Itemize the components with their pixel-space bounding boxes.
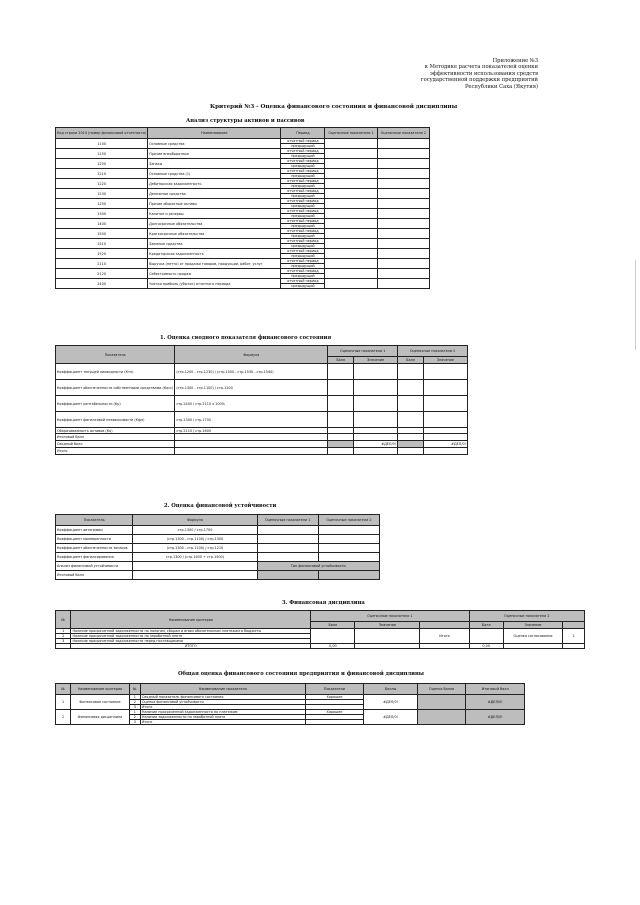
row-code: 1210 [56,169,148,179]
indicator-name: Коэффициент обеспеченности запасов [56,544,133,553]
header-line: государственной поддержки предприятий [420,77,538,84]
indicator-name: Оборачиваемость активов (Ко) [56,428,175,434]
indicator-name: Коэффициент финансовой независимости (Кфн) [56,412,175,428]
indicator-name: Сводный показатель финансового состояния [140,695,305,700]
indicator-formula: (стр.1200 - стр.1230) / (стр.1500 - стр.1530 - стр.1540) [175,364,328,380]
table-row [56,526,380,535]
subcol-header: Балл [328,357,354,364]
section3-table [55,610,585,649]
col-header: Оценочные показатели 1 [325,128,377,139]
total-value: 0,00 [469,644,503,649]
subcol-header [563,622,585,629]
criterion-name: ИТОГО [71,644,311,649]
sub-number: 2 [129,715,140,720]
row-code: 2400 [56,279,148,289]
value-cell [354,396,398,412]
row-number: 2 [56,710,71,725]
row-code: 1250 [56,199,148,209]
row-period: предыдущий [281,214,325,219]
indicator-formula [175,434,328,441]
table-row [56,159,430,164]
header-line: Республики Саха (Якутия) [464,83,538,90]
row-period: отчетный период [281,149,325,154]
indicator-name: Наличие задолженности по заработной плате [140,715,305,720]
value-cell [423,364,467,380]
indicator-formula: стр.2110 / стр.1600 [175,428,328,434]
row-period: отчетный период [281,269,325,274]
subcol-header: Значение [354,357,398,364]
indicator-formula: стр.2400 / стр.2110 x 100% [175,396,328,412]
side-text: Итого [420,629,469,644]
table-row [56,364,468,380]
score-cell: #ДЕЛ/0! [364,710,418,725]
table-row [56,199,430,204]
side-text-2: Оценка согласования [503,629,563,644]
sub-number: 3 [129,705,140,710]
side-value: 1 [563,629,585,644]
subcol-header: Балл [311,622,355,629]
row-period: предыдущий [281,144,325,149]
table-row [56,535,380,544]
header-block [338,58,538,90]
criterion-name: Наличие просроченной задолженности перед поставщиками [71,639,311,644]
criterion-name: Наличие просроченной задолженности по налогам, сборам и иным обязательным платежам в бюджеты [71,629,311,634]
table-row [56,553,380,562]
indicator-name: Итоговый балл [56,571,133,580]
header-line: к Методике расчета показателей оценки [424,64,538,71]
right-margin-mark [635,260,636,350]
value-cell [423,412,467,428]
col-header: Баллы [364,684,418,695]
table-row [56,380,468,396]
col-header: Наименование показателя [140,684,305,695]
criterion-name: Финансовая дисциплина [71,710,130,725]
col-header: Показатель [56,346,175,364]
table-row [56,169,430,174]
value-cell [354,364,398,380]
criterion-name: Финансовое состояние [71,695,130,710]
col-header: Формула [133,515,257,526]
indicator-name: Коэффициент автономии [56,526,133,535]
value-cell [423,380,467,396]
indicator-name: Коэффициент рентабельности (Кр) [56,396,175,412]
row-period: отчетный период [281,249,325,254]
header-line: эффективности использования средств [429,70,538,77]
row-name: Себестоимость продаж [148,269,281,279]
section3-title: 3. Финансовая дисциплина [282,600,365,606]
section4-table [55,683,525,725]
col-header: Оценочные показатели 2 [398,346,468,357]
row-period: предыдущий [281,254,325,259]
col-header: № [56,611,71,629]
value-cell [423,434,467,441]
row-period: предыдущий [281,264,325,269]
section1-title: 1. Оценка сводного показателя финансового состояния [160,335,332,341]
indicator-name: Итого [140,705,305,710]
col-header: № [56,684,71,695]
indicator-name: Итого [140,720,305,725]
row-period: отчетный период [281,239,325,244]
row-period: предыдущий [281,224,325,229]
table-row [56,149,430,154]
row-period: отчетный период [281,139,325,144]
indicator-name: Наличие просроченной задолженности по платежам [140,710,305,715]
section4-title: Общая оценка финансового состояния предприятия и финансовой дисциплины [178,671,424,677]
col-header: Показатели [305,684,364,695]
indicator-formula: стр.1300 / (стр.1400 + стр.1500) [133,553,257,562]
subcol-header: Балл [398,357,424,364]
table-row [56,441,468,448]
row-code: 1520 [56,249,148,259]
row-number: 2 [56,634,71,639]
row-period: отчетный период [281,179,325,184]
subcol-header: Значение [423,357,467,364]
value-cell: #ДЕЛ/0! [423,441,467,448]
value-cell: #ДЕЛ/0! [354,441,398,448]
criterion-title: Критерий №3 - Оценка финансового состояния и финансовой дисциплины [210,104,458,110]
col-header: Оценочные показатели 2 [318,515,379,526]
col-header: Оценочные показатели 2 [469,611,584,622]
row-name: Прочие внеоборотные [148,149,281,159]
col-header: Оценка балла [417,684,466,695]
section1-table [55,345,468,455]
row-period: предыдущий [281,174,325,179]
table-row [56,269,430,274]
row-number: 3 [56,639,71,644]
table-row [56,179,430,184]
indicator-name: Итого [56,448,175,455]
indicator-formula: (стр.1300 - стр.1100) / стр.1200 [175,380,328,396]
subcol-header [420,622,469,629]
row-number: 1 [56,629,71,634]
row-name: Капитал и резервы [148,209,281,219]
row-period: отчетный период [281,199,325,204]
table-row [56,219,430,224]
value-cell [354,380,398,396]
row-code: 1220 [56,179,148,189]
col-header: Показатель [56,515,133,526]
row-code: 2120 [56,269,148,279]
row-name: Заемные средства [148,239,281,249]
row-code: 1500 [56,229,148,239]
col-header: Наименование критерия [71,684,130,695]
indicator-label: Хорошее [305,695,364,700]
indicator-name: Коэффициент текущей ликвидности (Ктл) [56,364,175,380]
total-value: 0,00 [311,644,355,649]
section2-table [55,514,380,580]
indicator-name: Итоговый балл [56,434,175,441]
stability-type: Тип финансовой устойчивости [257,562,379,571]
row-period: отчетный период [281,189,325,194]
table-row [56,259,430,264]
sub-number: 1 [129,695,140,700]
table-row [56,448,468,455]
header-line: Приложение №3 [492,58,538,64]
row-period: предыдущий [281,274,325,279]
value-cell [354,448,398,455]
row-period: отчетный период [281,259,325,264]
indicator-name: Сводный балл [56,441,175,448]
row-period: отчетный период [281,209,325,214]
table-row [56,139,430,144]
section0-table [55,127,430,289]
criterion-name: Наличие просроченной задолженности по заработной плате [71,634,311,639]
row-period: отчетный период [281,229,325,234]
row-code: 1200 [56,159,148,169]
table-row [56,434,468,441]
row-name: Запасы [148,159,281,169]
indicator-name: Коэффициент маневренности [56,535,133,544]
table-row [56,396,468,412]
sub-number: 3 [129,720,140,725]
row-period: отчетный период [281,219,325,224]
indicator-name: Анализ финансовой устойчивости [56,562,133,571]
col-header: Формула [175,346,328,364]
sub-number: 1 [129,710,140,715]
table-row [56,189,430,194]
row-code: 1100 [56,139,148,149]
row-code: 1510 [56,239,148,249]
table-row [56,544,380,553]
row-code: 1400 [56,219,148,229]
value-cell [354,434,398,441]
value-cell [423,396,467,412]
row-period: предыдущий [281,284,325,289]
row-period: отчетный период [281,169,325,174]
col-header: Оценочные показатели 1 [257,515,318,526]
indicator-formula: (стр.1300 - стр.1100) / стр.1210 [133,544,257,553]
row-name: Денежные средства [148,189,281,199]
indicator-name: Коэффициент финансирования [56,553,133,562]
indicator-name: Оценка финансовой устойчивости [140,700,305,705]
row-name: Прочие оборотные активы [148,199,281,209]
row-period: предыдущий [281,234,325,239]
row-period: предыдущий [281,154,325,159]
score-cell: #ДЕЛ/0! [364,695,418,710]
col-header: Код строки 2014 (номер финансовой отчетности) [56,128,148,139]
col-header: Оценочные показатели 1 [311,611,469,622]
indicator-formula: (стр.1300 - стр.1100) / стр.1300 [133,535,257,544]
indicator-formula [175,441,328,448]
row-period: предыдущий [281,164,325,169]
row-period: отчетный период [281,159,325,164]
indicator-formula [133,562,257,571]
value-cell [423,448,467,455]
table-row [56,209,430,214]
row-period: предыдущий [281,184,325,189]
table-row [56,412,468,428]
col-header: Оценочные показатели 2 [377,128,429,139]
indicator-label: Хорошее [305,710,364,715]
table-row [56,239,430,244]
row-name: Выручка (нетто) от продажи товаров, продукции, работ, услуг [148,259,281,269]
table-row [56,562,380,571]
table-row [56,249,430,254]
row-name: Дебиторская задолженность [148,179,281,189]
indicator-formula: стр.1300 / стр.1700 [133,526,257,535]
row-period: отчетный период [281,279,325,284]
indicator-formula [175,448,328,455]
indicator-name: Коэффициент обеспеченности собственными средствами (Косс) [56,380,175,396]
indicator-formula [133,571,257,580]
row-number: 1 [56,695,71,710]
total-score: #ДЕЛ/0! [466,695,525,710]
col-header: Наименование [148,128,281,139]
col-header: Период [281,128,325,139]
table-row [56,229,430,234]
subcol-header: Балл [469,622,503,629]
col-header: Наименование критерия [71,611,311,629]
indicator-formula: стр.1300 / стр.1700 [175,412,328,428]
row-name: Кредиторская задолженность [148,249,281,259]
row-name: Краткосрочные обязательства [148,229,281,239]
row-period: предыдущий [281,244,325,249]
row-period: предыдущий [281,204,325,209]
col-header: № [129,684,140,695]
value-cell [354,412,398,428]
section2-title: 2. Оценка финансовой устойчивости [164,503,277,509]
row-code: 2110 [56,259,148,269]
table-row [56,571,380,580]
sub-number: 2 [129,700,140,705]
table-row [56,279,430,284]
total-score: #ДЕЛ/0! [466,710,525,725]
row-name: Основные средства [148,139,281,149]
col-header: Оценочные показатели 1 [328,346,398,357]
subcol-header: Значение [355,622,420,629]
section0-title: Анализ структуры активов и пассивов [186,118,305,124]
row-name: Долгосрочные обязательства [148,219,281,229]
row-code: 1300 [56,209,148,219]
row-name: Основные средства (1) [148,169,281,179]
col-header: Итоговый балл [466,684,525,695]
subcol-header: Значение [503,622,563,629]
row-code: 1150 [56,149,148,159]
row-period: предыдущий [281,194,325,199]
row-code: 1230 [56,189,148,199]
row-name: Чистая прибыль (убыток) отчетного периода [148,279,281,289]
